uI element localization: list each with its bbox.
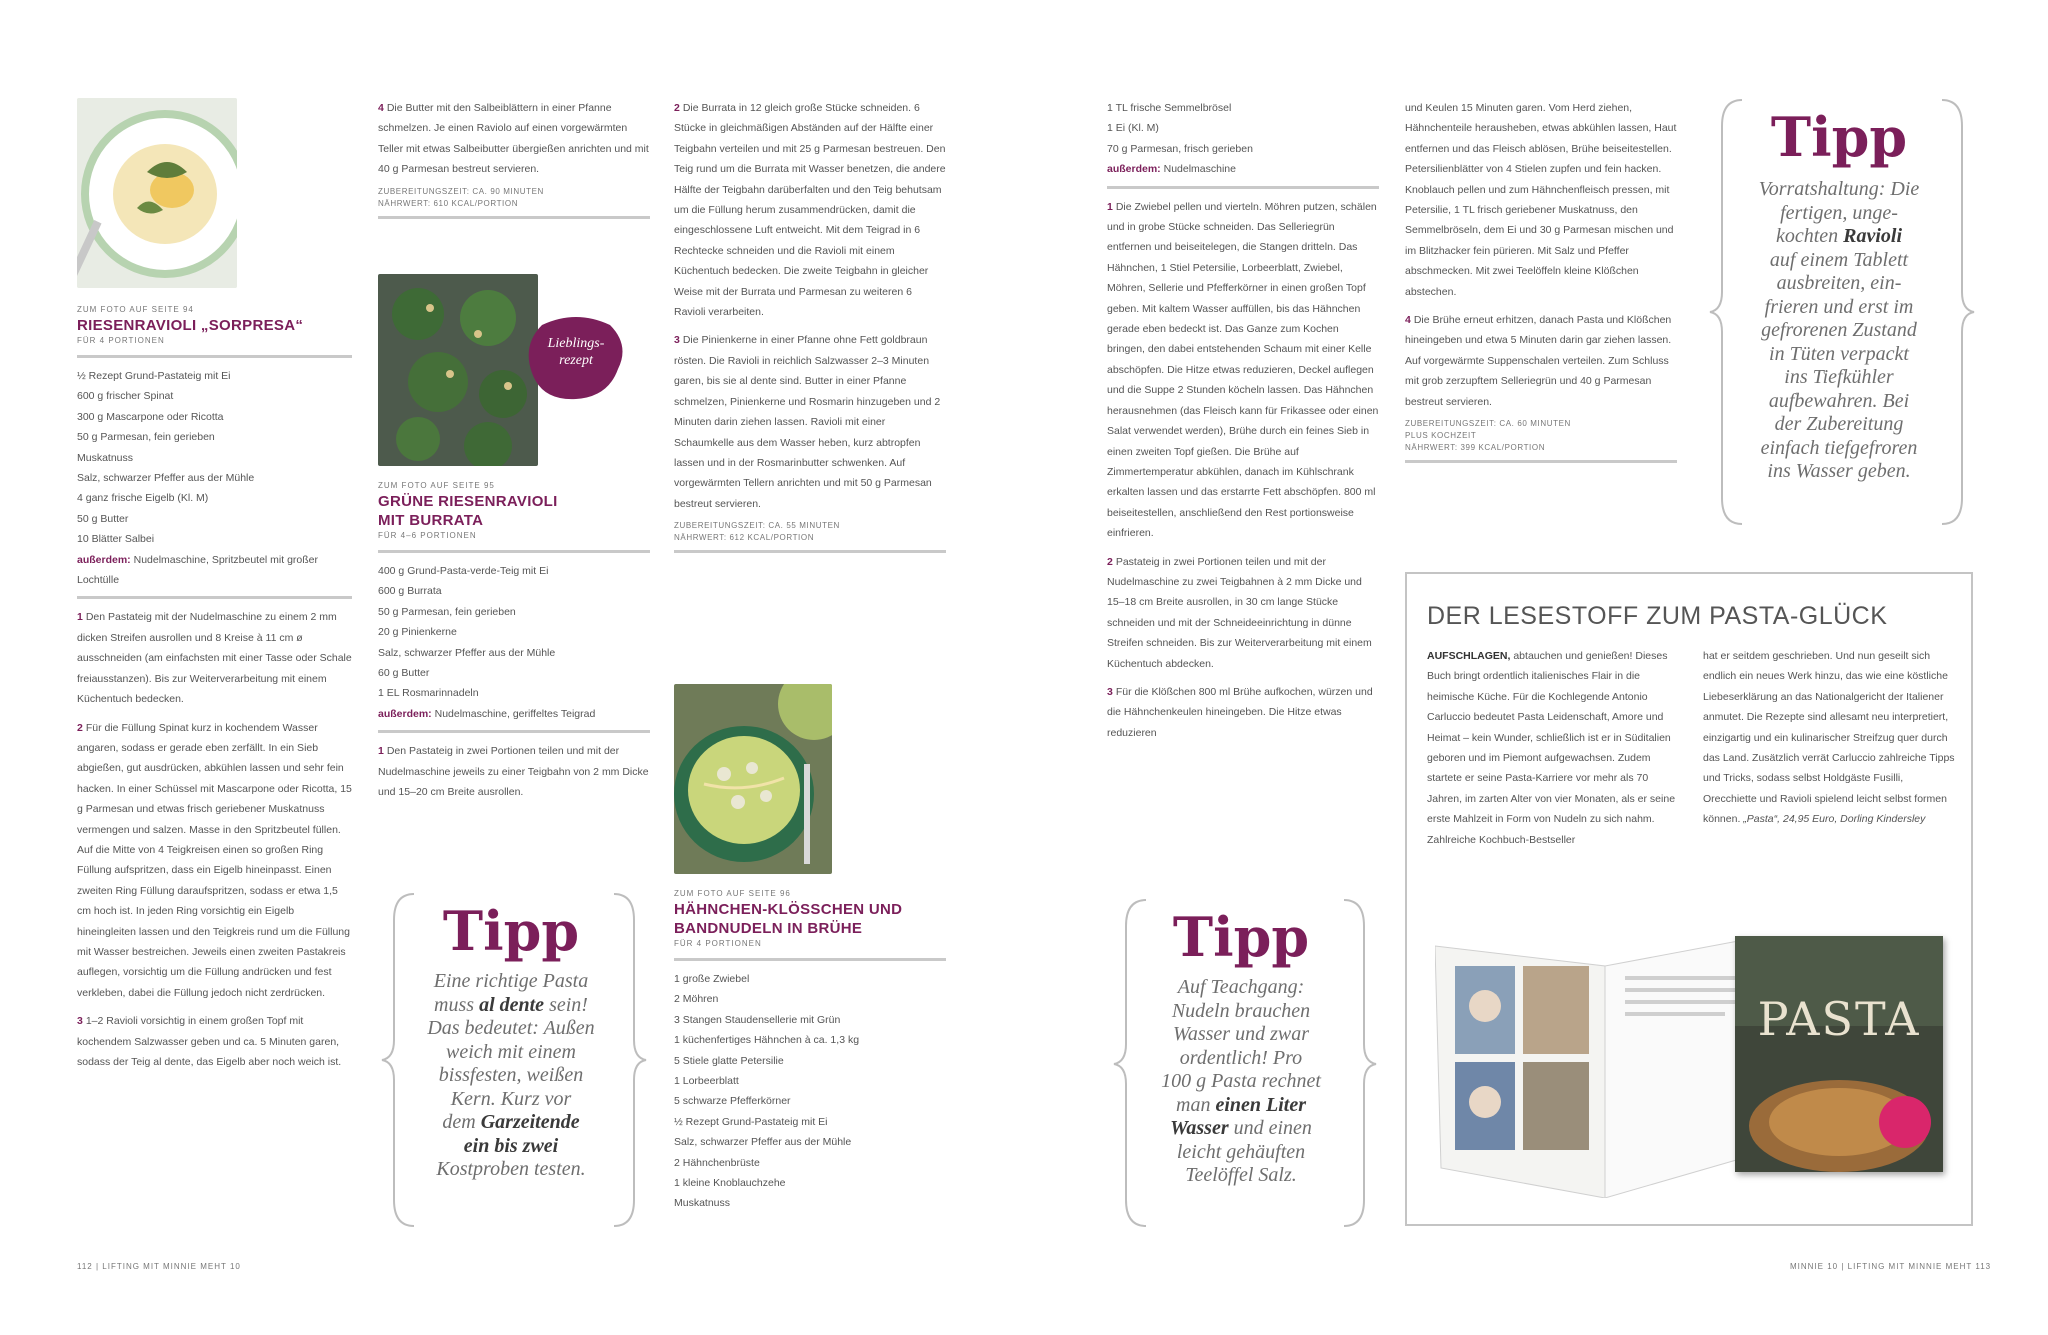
ingredient: Salz, schwarzer Pfeffer aus der Mühle <box>674 1136 852 1149</box>
recipe-serves: FÜR 4–6 PORTIONEN <box>378 531 477 540</box>
step-number: 2 <box>674 102 680 114</box>
extra-label: außerdem: <box>378 707 432 720</box>
ingredient: 300 g Mascarpone oder Ricotta <box>77 410 224 423</box>
tipp-line: auf einem Tablett <box>1769 248 1909 271</box>
divider <box>378 216 650 219</box>
ingredient: 5 schwarze Pfefferkörner <box>674 1095 791 1108</box>
book-text: hat er seitdem geschrieben. Und nun geseilt sich endlich ein neues Werk hinzu, das wie eine köstliche Liebeserklärung an das Nationalgericht der Italiener anmutet. Die Rezepte sind allesamt neu interpretiert, einzigartig und ein kulinarischer Streifzug quer durch das Land. Zusätzlich verrät Carluccio zahlreiche Tipps und Tricks, sodass selbst Holdgäste Fusilli, Orecchiette und Ravioli spielend leicht selbst formen können. <box>1703 650 1955 826</box>
tipp-title: Tipp <box>1172 905 1310 969</box>
step-text: Pastateig in zwei Portionen teilen und mit der Nudelmaschine zu zwei Teigbahnen à 2 mm Dicke und 15–18 cm Breite ausrollen, in 30 cm lange Stücke schneiden und mit der Schneideeinrichtung in dünne Streifen schneiden. Bis zur Weiterverarbeitung mit einem Küchentuch abdecken. <box>1107 555 1372 670</box>
tipp-line: fertigen, unge- <box>1780 201 1898 224</box>
book-photo <box>1435 936 1775 1198</box>
step <box>674 330 946 514</box>
tipp-line: Vorratshaltung: Die <box>1758 178 1920 200</box>
tipp-body <box>1734 178 1944 484</box>
recipe-kicker: ZUM FOTO AUF SEITE 94 <box>77 305 194 314</box>
nutrition: NÄHRWERT: 612 KCAL/PORTION <box>674 533 815 543</box>
divider <box>378 730 650 733</box>
tipp-line: einfach tiefgefroren <box>1760 436 1918 459</box>
tipp-text: man <box>1176 1093 1216 1116</box>
tipp-line <box>405 1135 617 1159</box>
ingredient: 50 g Parmesan, fein gerieben <box>378 605 516 618</box>
tipp-text: muss <box>434 993 480 1016</box>
tipp-line: Eine richtige Pasta <box>433 970 589 992</box>
step-text: Die Burrata in 12 gleich große Stücke schneiden. 6 Stücke in gleichmäßigen Abständen auf der Hälfte einer Teigbahn verteilen und mit 25 g Parmesan bestreuen. Den Teig rund um die Burrata mit Wasser benetzen, die andere Hälfte der Teigbahn darüberfalten und den Teig behutsam um die Füllung herum zusammendrücken, damit die eingeschlossene Luft entweicht. Mit dem Teigrad in 6 Rechtecke schneiden und die Ravioli mit einem Küchentuch bedecken. Die zweite Teigbahn in gleicher Weise mit der Burrata und Parmesan zu weiteren 6 Ravioli verarbeiten. <box>674 102 946 319</box>
right-brace <box>1938 96 1978 533</box>
tipp-line: Kostproben testen. <box>436 1158 586 1180</box>
extra-text: Nudelmaschine, geriffeltes Teigrad <box>434 707 596 720</box>
tipp-line: Nudeln brauchen <box>1171 999 1311 1022</box>
book-text-col1 <box>1427 646 1685 850</box>
step-text: Für die Füllung Spinat kurz in kochendem Wasser angaren, sodass er gerade eben zerfällt. In ein Sieb abgießen, gut ausdrücken, abkühlen lassen und sehr fein hacken. In einer Schüssel mit Mascarpone oder Ricotta, 15 g Parmesan und etwas frisch geriebener Muskatnuss vermengen und salzen. Masse in den Spritzbeutel füllen. Auf die Mitte von 4 Teigkreisen einen so großen Ring Füllung aufspritzen, dass ein Eigelb hineinpasst. Einen zweiten Ring Füllung daraufspritzen, sodass er etwa 1,5 cm hoch ist. In jeden Ring vorsichtig ein Eigelb hineingleiten lassen und den Teigkreis rund um die Füllung mit Wasser bestreichen. Jeweils einen zweiten Pastakreis auflegen, vorsichtig um die Füllung andrücken und fest verkleben, dabei die Füllung jedoch nicht zerdrücken. <box>77 721 352 999</box>
cover-title: PASTA <box>1757 992 1921 1046</box>
recipe-title-line: HÄHNCHEN-KLÖSSCHEN UND <box>674 901 903 918</box>
step-number: 4 <box>378 102 384 114</box>
ingredient: Salz, schwarzer Pfeffer aus der Mühle <box>378 646 556 659</box>
step-text: Die Zwiebel pellen und vierteln. Möhren putzen, schälen und in grobe Stücke schneiden. Das Selleriegrün entfernen und beiseitelegen, die Stangen dritteln. Das Hähnchen, 1 Stiel Petersilie, Lorbeerblatt, Zwiebel, Möhren, Sellerie und Pfefferkörner in einen großen Topf geben. Mit kaltem Wasser auffüllen, bis das Hähnchen gerade eben bedeckt ist. Das Ganze zum Kochen bringen, den dabei entstehenden Schaum mit einer Kelle abschöpfen. Die Hitze etwas reduzieren, Deckel auflegen und die Suppe 2 Stunden köcheln lassen. Das Hähnchen herausnehmen (das Fleisch kann für Frikassee oder einen Salat verwendet werden), Brühe durch ein feines Sieb in einen zweiten Topf gießen. Die Brühe auf Zimmertemperatur abkühlen, danach im Kühlschrank erkalten lassen und das erstarrte Fett abschöpfen. 800 ml beiseitestellen, anschließend den Rest portionsweise einfrieren. <box>1107 200 1379 540</box>
open-book-illustration <box>1435 936 1775 1198</box>
brace-shape <box>1340 896 1380 1230</box>
tipp-line: ins Wasser geben. <box>1767 460 1911 482</box>
tipp-body <box>405 970 617 1182</box>
tipp-line: leicht gehäuften <box>1176 1140 1306 1163</box>
tipp-box-ravioli <box>1734 106 1944 484</box>
recipe-serves: FÜR 4 PORTIONEN <box>674 939 762 948</box>
ingredient: 1 kleine Knoblauchzehe <box>674 1177 786 1190</box>
ingredient: 20 g Pinienkerne <box>378 626 457 639</box>
tipp-line <box>1734 225 1944 249</box>
ingredient: ½ Rezept Grund-Pastateig mit Ei <box>77 370 231 382</box>
tipp-emphasis: Ravioli <box>1843 225 1903 247</box>
step <box>1107 682 1379 743</box>
step <box>378 98 650 180</box>
tipp-line: ins Tiefkühler <box>1784 366 1894 388</box>
recipe-title: RIESENRAVIOLI „SORPRESA“ <box>77 317 304 334</box>
step-text: Den Pastateig mit der Nudelmaschine zu einem 2 mm dicken Streifen ausrollen und 8 Kreise à 11 cm ø ausschneiden (am einfachsten mit einer Tasse oder Schale freiausstanzen). Bis zur Weiterverarbeitung mit einem Küchentuch bedecken. <box>77 611 352 706</box>
tipp-text: und einen <box>1228 1117 1312 1139</box>
ingredient: 50 g Parmesan, fein gerieben <box>77 431 215 444</box>
ingredient: 70 g Parmesan, frisch gerieben <box>1107 142 1253 155</box>
step-number: 3 <box>1107 685 1113 698</box>
recipe-kicker: ZUM FOTO AUF SEITE 96 <box>674 889 791 898</box>
tipp-line: ordentlich! Pro <box>1179 1046 1303 1069</box>
step <box>1405 310 1677 412</box>
tipp-line: Kern. Kurz vor <box>450 1087 572 1110</box>
tipp-line: in Tüten verpackt <box>1769 342 1909 365</box>
ingredient: Muskatnuss <box>77 451 134 464</box>
step <box>674 98 946 322</box>
ingredient: Muskatnuss <box>674 1197 731 1210</box>
ingredient: 1 Ei (Kl. M) <box>1107 122 1159 135</box>
tipp-title: Tipp <box>1770 105 1908 169</box>
ingredient: 60 g Butter <box>378 667 430 680</box>
prep-time: ZUBEREITUNGSZEIT: CA. 60 MINUTEN <box>1405 419 1571 429</box>
step-text: Den Pastateig in zwei Portionen teilen und mit der Nudelmaschine jeweils zu einer Teigbahn von 2 mm Dicke und 15–20 cm Breite ausrollen. <box>378 745 649 799</box>
step-text: Für die Klößchen 800 ml Brühe aufkochen, würzen und die Hähnchenkeulen hineingeben. Die Hitze etwas reduzieren <box>1107 685 1373 739</box>
step-number: 1 <box>77 611 83 624</box>
step <box>77 718 352 1004</box>
ingredient: 1 EL Rosmarinnadeln <box>378 687 479 700</box>
tipp-line: Teelöffel Salz. <box>1185 1164 1297 1186</box>
tipp-emphasis: ein bis zwei <box>463 1134 559 1157</box>
book-caption: „Pasta“, 24,95 Euro, Dorling Kindersley <box>1743 813 1926 826</box>
tipp-line <box>1138 1117 1344 1141</box>
tipp-emphasis: einen Liter <box>1215 1093 1306 1116</box>
favorite-recipe-badge <box>522 315 630 401</box>
ingredient: 4 ganz frische Eigelb (Kl. M) <box>77 492 209 505</box>
divider <box>77 355 352 358</box>
ingredient: 1 TL frische Semmelbrösel <box>1107 102 1232 114</box>
tipp-line: 100 g Pasta rechnet <box>1161 1070 1321 1092</box>
step <box>77 1011 352 1072</box>
recipe-sorpresa <box>77 304 352 1072</box>
tipp-line: Wasser und zwar <box>1173 1023 1309 1045</box>
ingredient: 400 g Grund-Pasta-verde-Teig mit Ei <box>378 565 549 577</box>
recipe-chicken-soup-continued <box>1107 98 1379 743</box>
divider <box>378 550 650 553</box>
step-number: 1 <box>1107 200 1113 213</box>
nutrition: NÄHRWERT: 399 KCAL/PORTION <box>1405 443 1546 453</box>
ingredient: 3 Stangen Staudensellerie mit Grün <box>674 1013 841 1026</box>
ingredient: ½ Rezept Grund-Pastateig mit Ei <box>674 1115 828 1128</box>
book-lead: AUFSCHLAGEN, <box>1427 650 1511 662</box>
step <box>1107 552 1379 674</box>
extra-text: Nudelmaschine <box>1163 163 1236 176</box>
step-text: Die Butter mit den Salbeiblättern in einer Pfanne schmelzen. Je einen Raviolo auf einen vorgewärmten Teller mit etwas Salbeibutter übergießen anrichten und mit 40 g Parmesan bestreut servieren. <box>378 102 649 176</box>
tipp-line: aufbewahren. Bei <box>1768 389 1910 412</box>
nutrition: NÄHRWERT: 610 KCAL/PORTION <box>378 198 519 208</box>
page-folio-right: MINNIE 10 | LIFTING MIT MINNIE MEHT 113 <box>1790 1262 1992 1271</box>
step-text: Die Pinienkerne in einer Pfanne ohne Fett goldbraun rösten. Die Ravioli in reichlich Salzwasser 2–3 Minuten garen, bis sie al dente sind. Butter in einer Pfanne schmelzen, Pinienkerne und Rosmarin hinzugeben und 2 Minuten darin ziehen lassen. Ravioli mit einer Schaumkelle aus dem Wasser heben, kurz abtropfen lassen und in der Rosmarinbutter schwenken. Auf vorgewärmten Tellern anrichten und mit 50 g Parmesan bestreut servieren. <box>674 334 941 510</box>
step-number: 1 <box>378 745 384 758</box>
tipp-title: Tipp <box>442 899 580 963</box>
extra-equipment <box>378 704 650 724</box>
step-text: Die Brühe erneut erhitzen, danach Pasta und Klößchen hineingeben und etwa 5 Minuten darin gar ziehen lassen. Auf vorgewärmte Suppenschalen verteilen. Zum Schluss mit grob zerzupftem Selleriegrün und 40 g Parmesan bestreut servieren. <box>1405 314 1672 408</box>
ingredient: 600 g Burrata <box>378 585 442 598</box>
prep-time: ZUBEREITUNGSZEIT: CA. 90 MINUTEN <box>378 186 544 196</box>
plate-illustration <box>77 98 237 288</box>
photo-chicken-soup <box>674 684 832 874</box>
extra-equipment <box>77 550 352 591</box>
book-cover <box>1735 936 1943 1172</box>
divider <box>674 550 946 553</box>
tipp-line <box>405 1111 617 1135</box>
tipp-line: Auf Teachgang: <box>1177 976 1305 998</box>
book-text-col2 <box>1703 646 1955 830</box>
recipe-title-line: BANDNUDELN IN BRÜHE <box>674 920 863 937</box>
step <box>378 741 650 802</box>
recipe-sorpresa-continued <box>378 98 650 227</box>
divider <box>674 958 946 961</box>
extra-equipment <box>1107 159 1379 179</box>
step-number: 3 <box>674 334 680 347</box>
ingredient: 2 Hähnchenbrüste <box>674 1156 760 1169</box>
ingredient: 50 g Butter <box>77 512 129 525</box>
tipp-line <box>405 994 617 1018</box>
step-number: 3 <box>77 1015 83 1028</box>
extra-label: außerdem: <box>1107 163 1161 176</box>
tipp-line: gefrorenen Zustand <box>1761 319 1917 341</box>
photo-raviolo-sorpresa <box>77 98 237 288</box>
ingredient: 600 g frischer Spinat <box>77 390 174 403</box>
tipp-line: ausbreiten, ein- <box>1776 272 1902 294</box>
extra-text: Nudelmaschine, Spritzbeutel mit großer Lochtülle <box>77 553 319 587</box>
divider <box>1405 460 1677 463</box>
right-brace <box>1340 896 1380 1235</box>
recipe-chicken-soup <box>674 888 946 1214</box>
ingredient: 10 Blätter Salbei <box>77 533 155 546</box>
divider <box>1107 186 1379 189</box>
tipp-line: frieren und erst im <box>1764 295 1914 318</box>
ingredient: 2 Möhren <box>674 993 719 1006</box>
prep-time: ZUBEREITUNGSZEIT: CA. 55 MINUTEN <box>674 521 840 531</box>
step-number: 2 <box>77 721 83 734</box>
step <box>77 607 352 709</box>
step-continued: und Keulen 15 Minuten garen. Vom Herd ziehen, Hähnchenteile herausheben, etwas abkühlen lassen, Haut entfernen und das Fleisch ablösen, Brühe beiseitestellen. Petersilienblätter von 4 Stielen zupfen und fein hacken. Knoblauch pellen und zum Hähnchenfleisch pressen, mit Petersilie, 1 TL frisch geriebener Muskatnuss, den Semmelbröseln, dem Ei und 30 g Parmesan mischen und im Blitzhacker fein pürieren. Mit Salz und Pfeffer abschmecken. Mit zwei Teelöffeln kleine Klößchen abstechen. <box>1405 102 1677 298</box>
badge-text: Lieblings-rezept <box>547 336 605 368</box>
recipe-title-line: MIT BURRATA <box>378 512 484 529</box>
ingredient: Salz, schwarzer Pfeffer aus der Mühle <box>77 472 255 485</box>
tipp-line: bissfesten, weißen <box>438 1064 584 1086</box>
tipp-text: sein! <box>544 993 588 1016</box>
recipe-green-ravioli-continued <box>674 98 946 561</box>
ingredient: 1 große Zwiebel <box>674 973 750 985</box>
book-heading: DER LESESTOFF ZUM PASTA-GLÜCK <box>1427 602 1888 630</box>
extra-label: außerdem: <box>77 553 131 566</box>
brace-shape <box>1938 96 1978 528</box>
step-number: 4 <box>1405 314 1411 327</box>
book-text: abtauchen und genießen! Dieses Buch bringt ordentlich italienisches Flair in die heimische Küche. Für die Kochlegende Antonio Carluccio bedeutet Pasta Leidenschaft, Amore und Heimat – kein Wunder, schließlich ist er in Süditalien geboren und im Piemont aufgewachsen. Zudem startete er seine Pasta-Karriere vor mehr als 70 Jahren, im zarten Alter von vier Monaten, als er seine erste Mahlzeit in Form von Nudeln zu sich nahm. Zahlreiche Kochbuch-Bestseller <box>1427 650 1676 846</box>
cook-time: PLUS KOCHZEIT <box>1405 431 1477 441</box>
tipp-body <box>1138 976 1344 1188</box>
step-number: 2 <box>1107 555 1113 568</box>
recipe-kicker: ZUM FOTO AUF SEITE 95 <box>378 481 495 490</box>
cover-art <box>1735 936 1943 1172</box>
recipe-green-ravioli <box>378 480 650 802</box>
tipp-box-water <box>1138 906 1344 1188</box>
step-text: 1–2 Ravioli vorsichtig in einem großen Topf mit kochendem Salzwasser geben und ca. 5 Minuten garen, sodass der Teig al dente, das Eigelb aber noch weich ist. <box>77 1015 342 1068</box>
recipe-chicken-soup-end <box>1405 98 1677 471</box>
ingredient: 1 küchenfertiges Hähnchen à ca. 1,3 kg <box>674 1034 860 1047</box>
page-folio-left: 112 | LIFTING MIT MINNIE MEHT 10 <box>77 1262 241 1271</box>
step <box>1107 197 1379 544</box>
tipp-text: kochten <box>1775 225 1844 247</box>
ingredient: 5 Stiele glatte Petersilie <box>674 1054 784 1067</box>
book-feature-box <box>1405 572 1973 1226</box>
tipp-emphasis: Garzeitende <box>480 1111 580 1133</box>
photo-green-ravioli <box>378 274 538 466</box>
soup-illustration <box>674 684 832 874</box>
tipp-line: Das bedeutet: Außen <box>427 1017 595 1039</box>
divider <box>77 596 352 599</box>
tipp-emphasis: al dente <box>479 993 545 1016</box>
ingredient: 1 Lorbeerblatt <box>674 1075 739 1088</box>
tipp-emphasis: Wasser <box>1170 1117 1229 1139</box>
tipp-line <box>1138 1094 1344 1118</box>
recipe-title-line: GRÜNE RIESENRAVIOLI <box>378 493 558 510</box>
tipp-line: weich mit einem <box>446 1040 576 1063</box>
tipp-line: der Zubereitung <box>1774 413 1904 435</box>
tipp-box-al-dente <box>405 900 617 1182</box>
green-ravioli-illustration <box>378 274 538 466</box>
recipe-serves: FÜR 4 PORTIONEN <box>77 336 165 345</box>
tipp-text: dem <box>442 1111 481 1133</box>
